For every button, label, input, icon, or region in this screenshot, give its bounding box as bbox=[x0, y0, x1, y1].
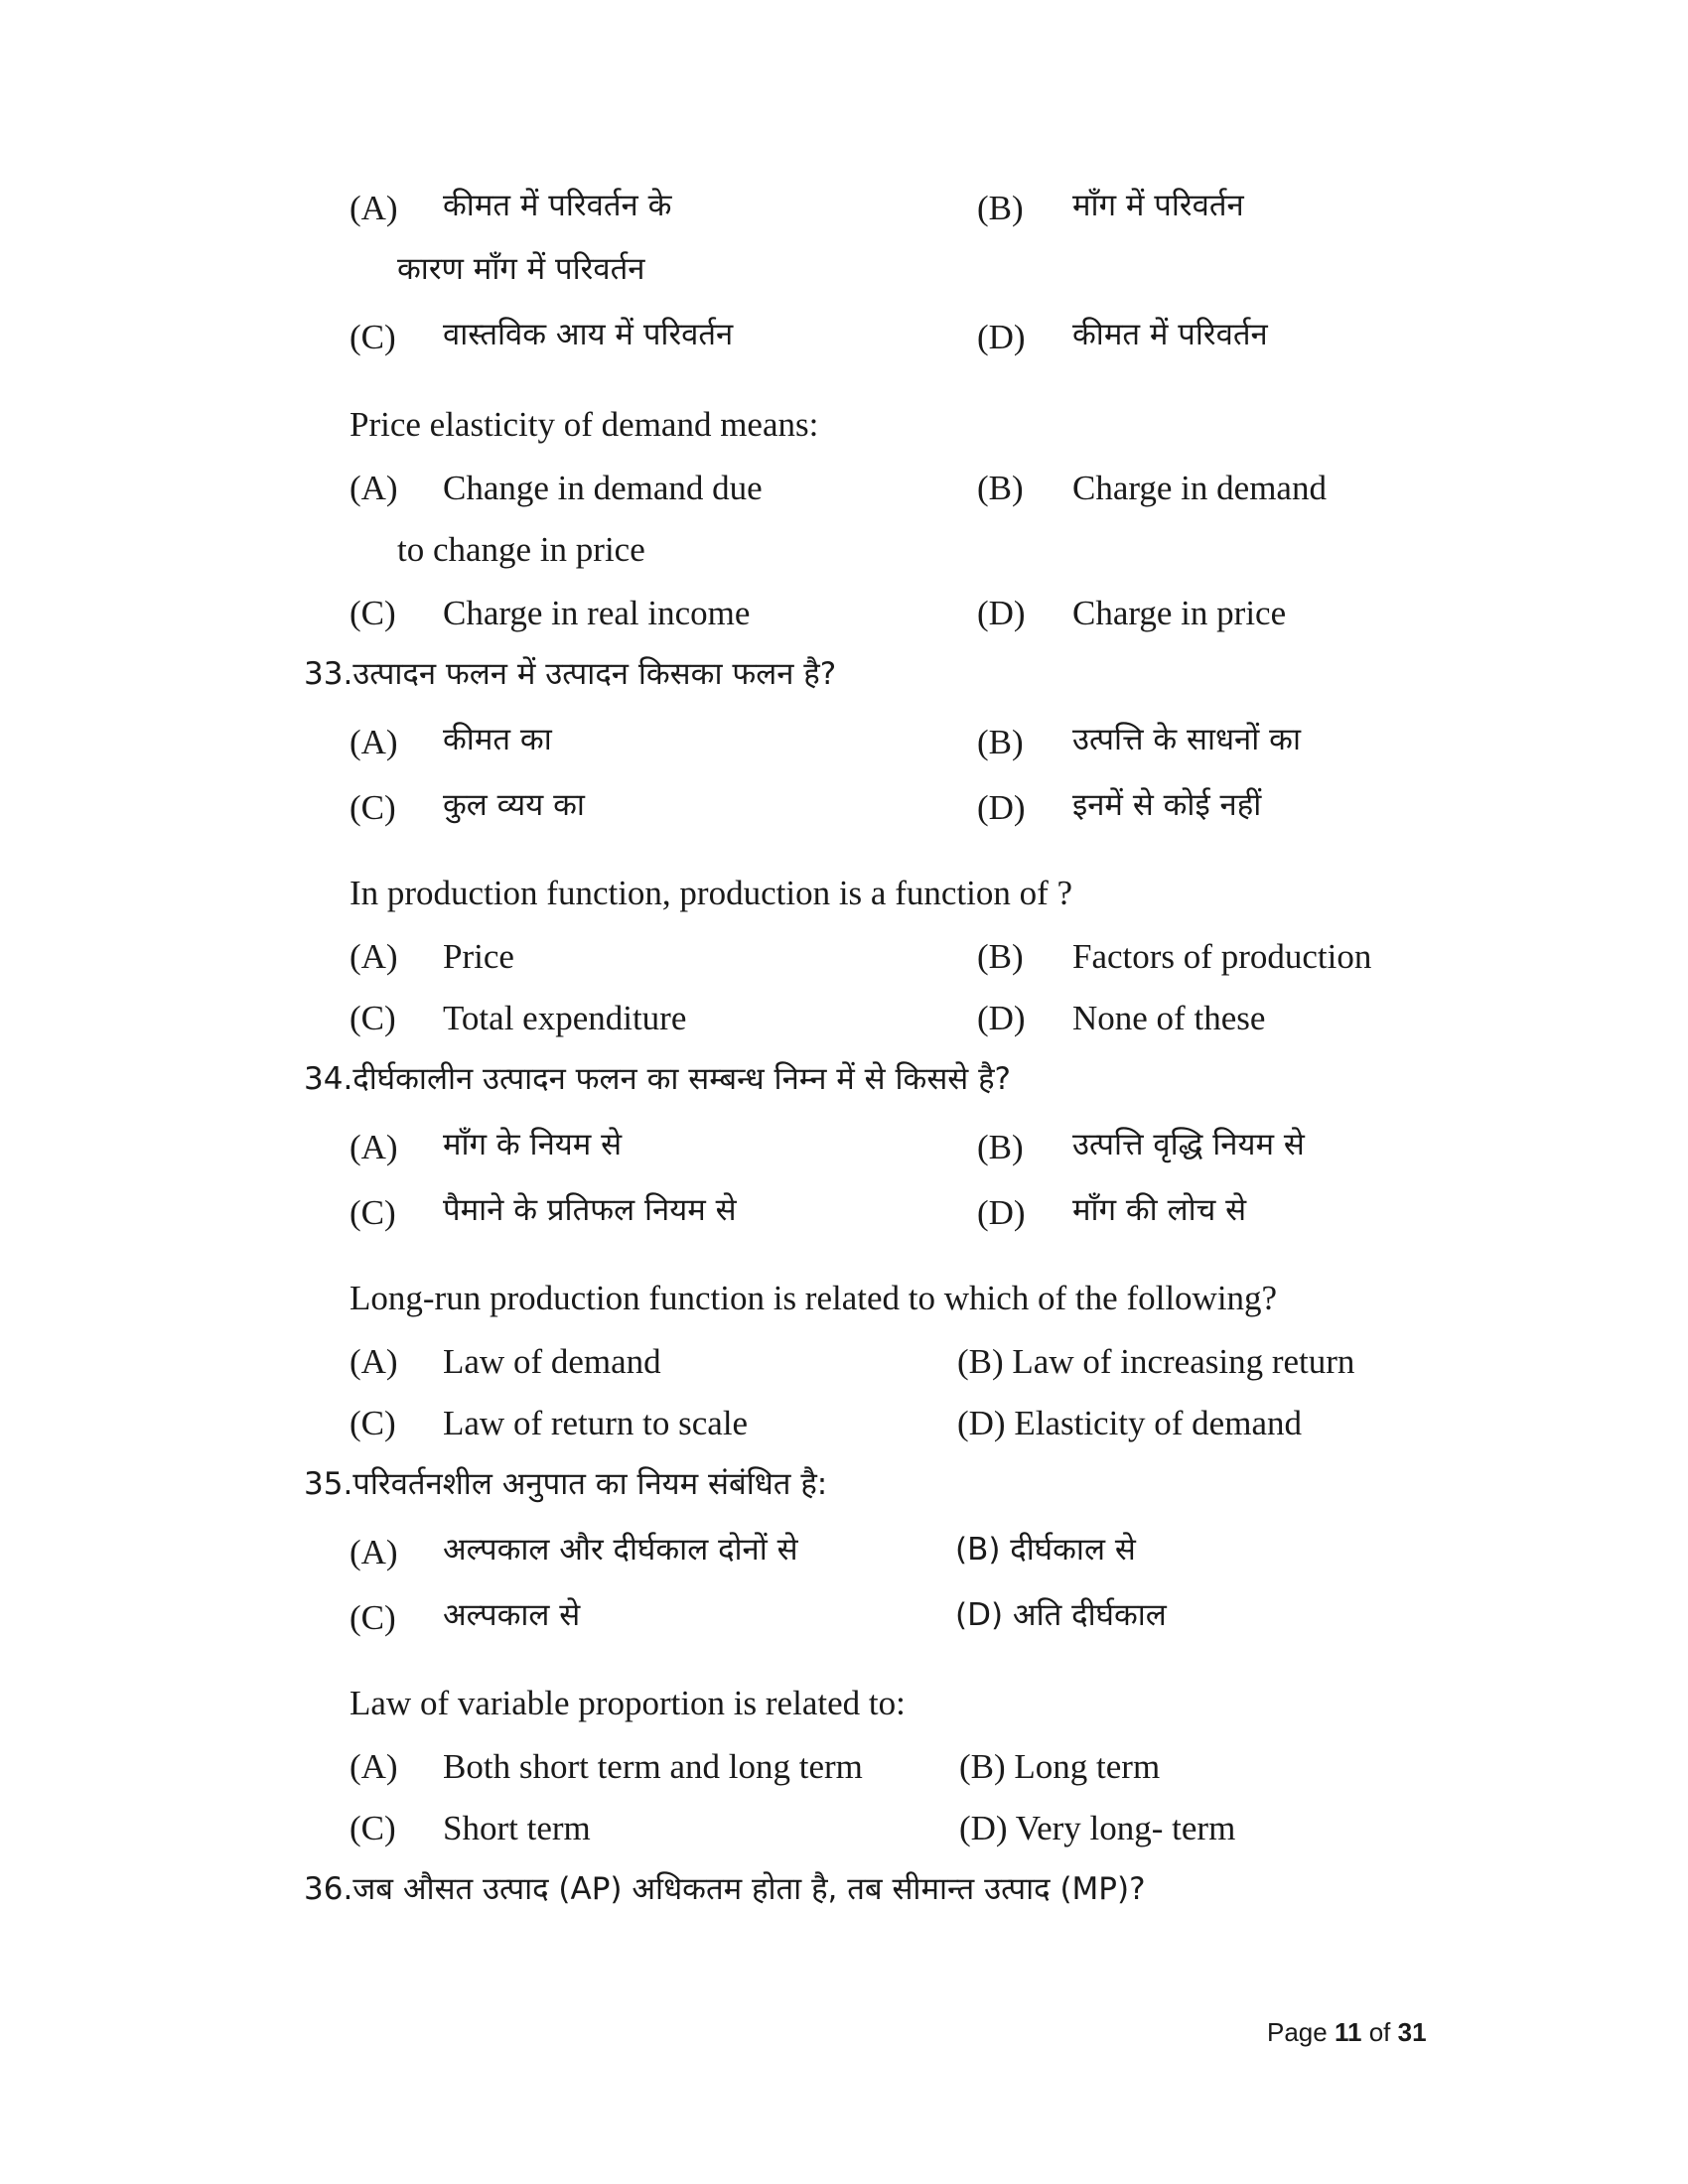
option-d: (D) Elasticity of demand bbox=[957, 1404, 1302, 1442]
option-b-label: (B) bbox=[977, 1128, 1024, 1166]
option-c-label: (C) bbox=[350, 594, 396, 632]
question-33-english: In production function, production is a function of ? bbox=[350, 874, 1073, 912]
option-a-text-cont: to change in price bbox=[397, 530, 645, 569]
option-a-text: कीमत में परिवर्तन के bbox=[443, 188, 672, 223]
question-text: Price elasticity of demand means: bbox=[350, 405, 819, 444]
option-b-text: उत्पत्ति के साधनों का bbox=[1072, 722, 1301, 757]
option-c-text: Total expenditure bbox=[443, 999, 687, 1037]
option-c-text: Law of return to scale bbox=[443, 1404, 749, 1442]
total-pages: 31 bbox=[1397, 2017, 1427, 2047]
option-d-label: (D) bbox=[977, 1193, 1026, 1232]
option-a-text: अल्पकाल और दीर्घकाल दोनों से bbox=[443, 1532, 798, 1568]
question-35-english: Law of variable proportion is related to: bbox=[350, 1684, 906, 1722]
option-a-label: (A) bbox=[350, 1128, 398, 1166]
question-35-hindi: 35.परिवर्तनशील अनुपात का नियम संबंधित है: bbox=[304, 1466, 828, 1502]
option-c-label: (C) bbox=[350, 1809, 396, 1847]
option-c-text: वास्तविक आय में परिवर्तन bbox=[443, 317, 734, 352]
option-d-text: कीमत में परिवर्तन bbox=[1072, 317, 1268, 352]
option-d-text: माँग की लोच से bbox=[1072, 1192, 1247, 1228]
option-d: (D) अति दीर्घकाल bbox=[955, 1597, 1167, 1633]
option-c-text: कुल व्यय का bbox=[443, 787, 585, 823]
option-a-label: (A) bbox=[350, 1533, 398, 1571]
option-a-text: कीमत का bbox=[443, 722, 552, 757]
option-a-text: Law of demand bbox=[443, 1342, 661, 1381]
option-a-label: (A) bbox=[350, 189, 398, 227]
option-d-text: Charge in price bbox=[1072, 594, 1287, 632]
option-c-label: (C) bbox=[350, 318, 396, 356]
question-33-hindi: 33.उत्पादन फलन में उत्पादन किसका फलन है? bbox=[304, 656, 837, 692]
option-b-text: Factors of production bbox=[1072, 937, 1372, 976]
option-a-text: Price bbox=[443, 937, 514, 976]
option-c-text: अल्पकाल से bbox=[443, 1597, 581, 1633]
option-c-label: (C) bbox=[350, 788, 396, 827]
question-34-hindi: 34.दीर्घकालीन उत्पादन फलन का सम्बन्ध निम्न में से किससे है? bbox=[304, 1061, 1012, 1097]
option-a-label: (A) bbox=[350, 723, 398, 761]
of-word: of bbox=[1368, 2017, 1391, 2047]
option-b-label: (B) bbox=[977, 723, 1024, 761]
option-a-text: माँग के नियम से bbox=[443, 1127, 623, 1162]
option-c-label: (C) bbox=[350, 1193, 396, 1232]
option-d: (D) Very long- term bbox=[959, 1809, 1236, 1847]
option-d-label: (D) bbox=[977, 318, 1026, 356]
option-c-text: Short term bbox=[443, 1809, 591, 1847]
option-c-text: Charge in real income bbox=[443, 594, 751, 632]
page-number bbox=[1267, 2017, 1427, 2048]
option-b-label: (B) bbox=[977, 189, 1024, 227]
option-b-text: माँग में परिवर्तन bbox=[1072, 188, 1244, 223]
option-c-label: (C) bbox=[350, 1404, 396, 1442]
option-b: (B) Law of increasing return bbox=[957, 1342, 1355, 1381]
option-a-label: (A) bbox=[350, 1342, 398, 1381]
option-d-label: (D) bbox=[977, 999, 1026, 1037]
option-d-label: (D) bbox=[977, 594, 1026, 632]
option-b: (B) दीर्घकाल से bbox=[955, 1532, 1136, 1568]
option-c-text: पैमाने के प्रतिफल नियम से bbox=[443, 1192, 737, 1228]
option-b-label: (B) bbox=[977, 469, 1024, 507]
option-c-label: (C) bbox=[350, 999, 396, 1037]
question-36-hindi: 36.जब औसत उत्पाद (AP) अधिकतम होता है, तब सीमान्त उत्पाद (MP)? bbox=[304, 1871, 1146, 1907]
current-page: 11 bbox=[1334, 2017, 1362, 2047]
option-d-text: None of these bbox=[1072, 999, 1266, 1037]
option-b-label: (B) bbox=[977, 937, 1024, 976]
option-d-text: इनमें से कोई नहीं bbox=[1072, 787, 1262, 823]
option-a-label: (A) bbox=[350, 937, 398, 976]
option-b-text: उत्पत्ति वृद्धि नियम से bbox=[1072, 1127, 1305, 1162]
page-word: Page bbox=[1267, 2017, 1328, 2047]
option-b: (B) Long term bbox=[959, 1747, 1161, 1786]
question-34-english: Long-run production function is related to which of the following? bbox=[350, 1279, 1278, 1317]
option-b-text: Charge in demand bbox=[1072, 469, 1327, 507]
option-d-label: (D) bbox=[977, 788, 1026, 827]
option-a-text-cont: कारण माँग में परिवर्तन bbox=[397, 251, 645, 287]
option-a-label: (A) bbox=[350, 1747, 398, 1786]
option-a-label: (A) bbox=[350, 469, 398, 507]
option-a-text: Change in demand due bbox=[443, 469, 763, 507]
option-a-text: Both short term and long term bbox=[443, 1747, 863, 1786]
option-c-label: (C) bbox=[350, 1598, 396, 1637]
